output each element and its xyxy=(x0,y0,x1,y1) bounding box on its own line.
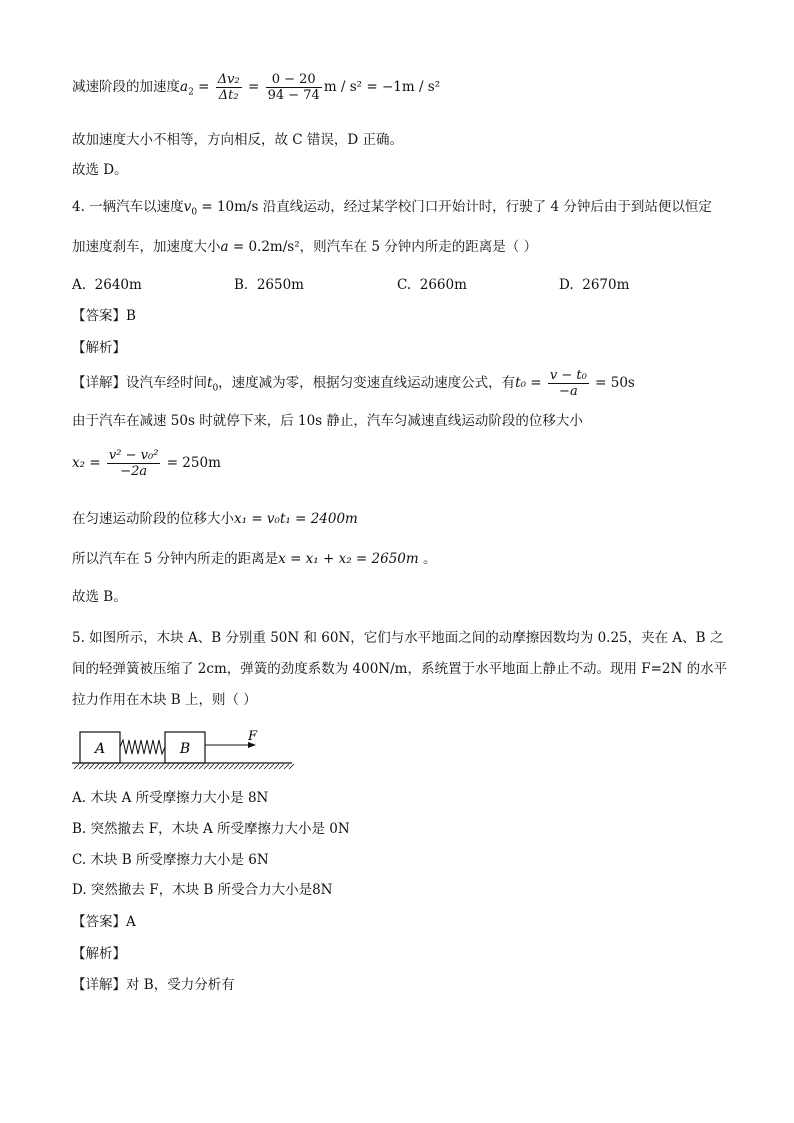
q4-detail-pre: 【详解】设汽车经时间 xyxy=(72,375,207,391)
option-label: A. xyxy=(72,277,87,293)
q4-a-var: a xyxy=(220,239,229,255)
option-text: 2670m xyxy=(582,277,630,293)
q5-answer: 【答案】A xyxy=(72,914,136,930)
q4-option-d[interactable] xyxy=(559,277,629,293)
q4-t0-lhs: t₀ = xyxy=(515,375,546,391)
q5-analysis-heading: 【解析】 xyxy=(72,946,126,962)
q4-stem2-pre: 加速度刹车，加速度大小 xyxy=(72,239,221,255)
q4-x2-result: = 250m xyxy=(162,455,221,471)
q5-option-c[interactable]: C. 木块 B 所受摩擦力大小是 6N xyxy=(72,852,269,868)
q4-uniform-line xyxy=(72,511,358,527)
q4-time-den: −a xyxy=(559,384,578,399)
q4-time-fraction xyxy=(548,368,589,399)
q4-v-sub: 0 xyxy=(191,207,198,218)
q4-analysis-heading: 【解析】 xyxy=(72,340,126,356)
accel-sub: 2 xyxy=(188,87,194,98)
accel-result: m / s² = −1m / s² xyxy=(323,79,441,95)
delta-num: Δv₂ xyxy=(217,72,240,87)
q4-v-var: v xyxy=(183,199,192,215)
q4-stem-line-1 xyxy=(72,199,712,218)
block-b-label: B xyxy=(179,741,191,757)
q4-stem2-post: = 0.2m/s²，则汽车在 5 分钟内所走的距离是（ ） xyxy=(228,239,538,255)
value-den: 94 − 74 xyxy=(267,88,320,103)
ground-hatching xyxy=(74,764,294,769)
q4-answer: 【答案】B xyxy=(72,308,136,324)
q5-detail: 【详解】对 B，受力分析有 xyxy=(72,977,235,993)
q4-uniform-eq: x₁ = v₀t₁ = 2400m xyxy=(234,511,358,527)
q4-stem-line-2 xyxy=(72,239,537,255)
eq-sign-2: = xyxy=(243,79,264,95)
option-text: 2650m xyxy=(256,277,304,293)
q4-stem-pre: 4. 一辆汽车以速度 xyxy=(72,199,184,215)
q4-x2-den: −2a xyxy=(120,464,148,479)
q4-x2-lhs: x₂ = xyxy=(72,455,105,471)
q4-detail-mid: ，速度减为零，根据匀变速直线运动速度公式，有 xyxy=(218,375,516,391)
q4-time-result: = 50s xyxy=(590,375,635,391)
accel-var: a xyxy=(180,79,189,95)
q4-uniform-pre: 在匀速运动阶段的位移大小 xyxy=(72,511,234,527)
q4-detail-line-1 xyxy=(72,368,635,399)
q5-option-a[interactable]: A. 木块 A 所受摩擦力大小是 8N xyxy=(72,790,269,806)
q4-total-pre: 所以汽车在 5 分钟内所走的距离是 xyxy=(72,551,279,567)
conclusion-line: 故加速度大小不相等，方向相反，故 C 错误，D 正确。 xyxy=(72,132,404,148)
block-a-label: A xyxy=(94,741,106,757)
q4-total-eq: x = x₁ + x₂ = 2650m xyxy=(278,551,419,567)
accel-formula-line xyxy=(72,72,440,103)
q4-stem-post: = 10m/s 沿直线运动，经过某学校门口开始计时，行驶了 4 分钟后由于到站便以恒定 xyxy=(197,199,712,215)
q5-stem-line-2: 间的轻弹簧被压缩了 2cm，弹簧的劲度系数为 400N/m，系统置于水平地面上静止不动。现用 F=2N 的水平 xyxy=(72,661,728,677)
q5-option-b[interactable]: B. 突然撤去 F，木块 A 所受摩擦力大小是 0N xyxy=(72,821,350,837)
option-text: 2660m xyxy=(419,277,467,293)
q4-displacement-formula xyxy=(72,448,221,479)
q4-final-choice: 故选 B。 xyxy=(72,589,127,605)
value-num: 0 − 20 xyxy=(266,72,322,88)
q4-time-num: v − t₀ xyxy=(549,368,587,383)
force-label: F xyxy=(248,729,258,744)
q4-option-a[interactable] xyxy=(72,277,142,293)
q5-stem-line-1: 5. 如图所示，木块 A、B 分别重 50N 和 60N，它们与水平地面之间的动摩擦因数均为 0.25，夹在 A、B 之 xyxy=(72,630,724,646)
delta-fraction xyxy=(216,72,242,103)
accel-label: 减速阶段的加速度 xyxy=(72,79,180,95)
blocks-spring-figure xyxy=(70,727,300,777)
option-label: B. xyxy=(234,277,249,293)
q4-x2-num: v² − v₀² xyxy=(108,448,159,463)
spring xyxy=(120,740,165,754)
q4-t-sub: 0 xyxy=(212,383,219,394)
choice-d-line: 故选 D。 xyxy=(72,162,128,178)
q4-options xyxy=(72,277,722,295)
option-label: C. xyxy=(397,277,412,293)
q4-total-post: 。 xyxy=(418,551,437,567)
option-text: 2640m xyxy=(94,277,142,293)
value-fraction xyxy=(266,72,322,103)
q4-total-line xyxy=(72,551,436,567)
q5-option-d[interactable]: D. 突然撤去 F，木块 B 所受合力大小是8N xyxy=(72,882,333,898)
delta-den: Δt₂ xyxy=(218,88,239,103)
q4-option-b[interactable] xyxy=(234,277,304,293)
q4-detail-line-2: 由于汽车在减速 50s 时就停下来，后 10s 静止，汽车匀减速直线运动阶段的位移大小 xyxy=(72,413,583,429)
q4-x2-fraction xyxy=(107,448,160,479)
eq-sign-1: = xyxy=(193,79,214,95)
q4-t-var: t xyxy=(207,375,213,391)
option-label: D. xyxy=(559,277,574,293)
q4-option-c[interactable] xyxy=(397,277,467,293)
q5-stem-line-3: 拉力作用在木块 B 上，则（ ） xyxy=(72,692,257,708)
